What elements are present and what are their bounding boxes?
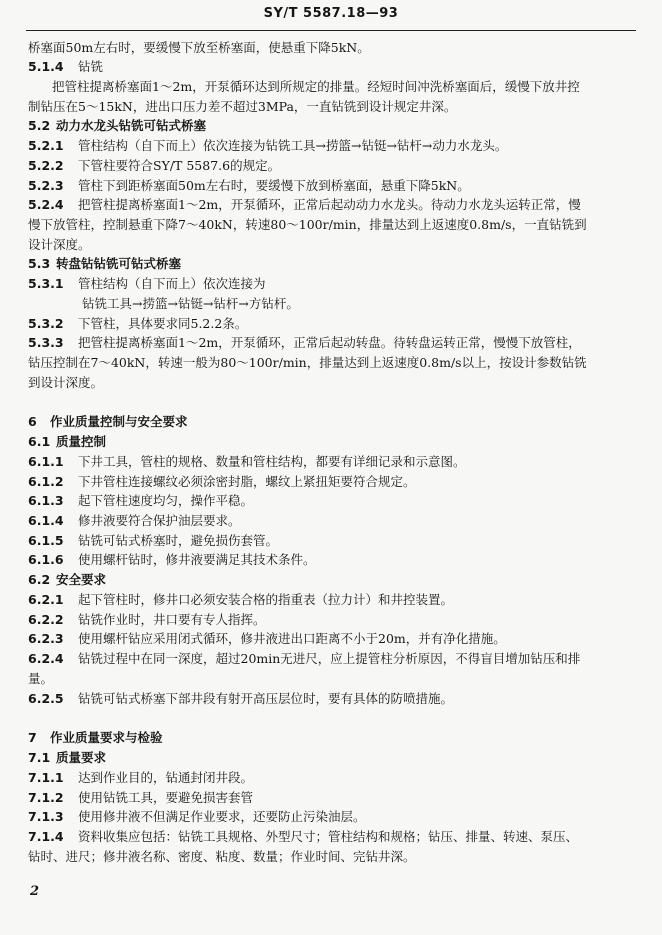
- clause-text: 起下管柱时，修井口必须安装合格的指重表（拉力计）和井控装置。: [78, 592, 454, 607]
- clause-text: 下管柱，具体要求同5.2.2条。: [78, 316, 248, 331]
- clause-text: 钻铣作业时，井口要有专人指挥。: [78, 612, 266, 627]
- clause-number: 5.3.2: [28, 316, 64, 331]
- clause-text: 达到作业目的，钻通封闭井段。: [78, 770, 254, 785]
- clause-number: 5.1.4: [28, 59, 64, 74]
- clause-text: 下井工具，管柱的规格、数量和管柱结构，都要有详细记录和示意图。: [78, 454, 466, 469]
- standard-header: SY/T 5587.18—93: [263, 6, 399, 21]
- clause-text: 钻铣: [78, 59, 104, 74]
- clause-number: 6: [28, 414, 37, 429]
- clause-number: 6.2.5: [28, 691, 64, 706]
- clause-number: 6.1.3: [28, 493, 64, 508]
- clause-text: 起下管柱速度均匀，操作平稳。: [78, 493, 254, 508]
- clause-text: 把管柱提离桥塞面1～2m，开泵循环，正常后起动动力水龙头。待动力水龙头运转正常，慢: [78, 197, 581, 212]
- clause-text: 使用螺杆钻时，修井液要满足其技术条件。: [78, 552, 316, 567]
- clause-text: 钻压控制在7～40kN，转速一般为80～100r/min，排量达到上返速度0.8m/s以上，按设计参数钻铣: [28, 355, 587, 370]
- clause-text: 管柱结构（自下而上）依次连接为: [78, 276, 266, 291]
- clause-text: 把管柱提离桥塞面1～2m，开泵循环达到所规定的排量。经短时间冲洗桥塞面后，缓慢下放井控: [52, 79, 580, 94]
- clause-text: 管柱下到距桥塞面50m左右时，要缓慢下放到桥塞面，悬重下降5kN。: [78, 178, 470, 193]
- clause-number: 6.1.5: [28, 533, 64, 548]
- clause-number: 6.1: [28, 434, 51, 449]
- clause-text: 钻铣过程中在同一深度，超过20min无进尺，应上提管柱分析原因，不得盲目增加钻压和排: [78, 651, 581, 666]
- clause-text: 管柱结构（自下而上）依次连接为钻铣工具→捞篮→钻铤→钻杆→动力水龙头。: [78, 138, 508, 153]
- section-heading: 质量要求: [56, 750, 107, 765]
- clause-text: 钻铣可钻式桥塞下部井段有射开高压层位时，要有具体的防喷措施。: [78, 691, 454, 706]
- clause-number: 7: [28, 730, 37, 745]
- clause-text: 制钻压在5～15kN，进出口压力差不超过3MPa，一直钻铣到设计规定井深。: [28, 99, 457, 114]
- clause-number: 6.2.3: [28, 631, 64, 646]
- section-heading: 作业质量控制与安全要求: [50, 414, 188, 429]
- clause-number: 5.2.3: [28, 178, 64, 193]
- clause-number: 7.1.1: [28, 770, 64, 785]
- clause-text: 钻时、进尺；修井液名称、密度、粘度、数量；作业时间、完钻井深。: [28, 849, 416, 864]
- clause-number: 5.3.1: [28, 276, 64, 291]
- section-heading: 质量控制: [56, 434, 107, 449]
- clause-number: 6.1.4: [28, 513, 64, 528]
- clause-text: 钻铣可钻式桥塞时，避免损伤套管。: [78, 533, 279, 548]
- clause-text: 钻铣工具→捞篮→钻铤→钻杆→方钻杆。: [82, 296, 299, 311]
- clause-number: 6.2.4: [28, 651, 64, 666]
- clause-text: 资料收集应包括：钻铣工具规格、外型尺寸；管柱结构和规格；钻压、排量、转速、泵压、: [78, 829, 579, 844]
- clause-number: 6.1.6: [28, 552, 64, 567]
- clause-number: 6.2: [28, 572, 51, 587]
- section-heading: 动力水龙头钻铣可钻式桥塞: [56, 118, 207, 133]
- clause-number: 5.2.4: [28, 197, 64, 212]
- clause-text: 量。: [28, 671, 54, 686]
- clause-number: 6.2.1: [28, 592, 64, 607]
- clause-number: 6.1.1: [28, 454, 64, 469]
- clause-text: 修井液要符合保护油层要求。: [78, 513, 241, 528]
- clause-number: 7.1: [28, 750, 51, 765]
- clause-number: 5.3: [28, 256, 51, 271]
- clause-number: 6.1.2: [28, 474, 64, 489]
- clause-text: 下管柱要符合SY/T 5587.6的规定。: [78, 158, 281, 173]
- clause-text: 慢下放管柱，控制悬重下降7～40kN，转速80～100r/min，排量达到上返速度0.8m/s，一直钻铣到: [28, 217, 587, 232]
- clause-number: 7.1.2: [28, 790, 64, 805]
- clause-number: 5.2.2: [28, 158, 64, 173]
- section-heading: 转盘钻钻铣可钻式桥塞: [56, 256, 182, 271]
- clause-number: 5.2.1: [28, 138, 64, 153]
- clause-text: 设计深度。: [28, 237, 91, 252]
- clause-number: 5.2: [28, 118, 51, 133]
- header-rule: [26, 30, 636, 31]
- section-heading: 安全要求: [56, 572, 107, 587]
- clause-text: 到设计深度。: [28, 375, 104, 390]
- clause-text: 把管柱提离桥塞面1～2m，开泵循环，正常后起动转盘。待转盘运转正常，慢慢下放管柱，: [78, 335, 581, 350]
- clause-text: 使用螺杆钻应采用闭式循环，修井液进出口距离不小于20m，并有净化措施。: [78, 631, 506, 646]
- clause-text: 使用修井液不但满足作业要求，还要防止污染油层。: [78, 809, 366, 824]
- clause-text: 桥塞面50m左右时，要缓慢下放至桥塞面，使悬重下降5kN。: [28, 40, 370, 55]
- section-heading: 作业质量要求与检验: [50, 730, 163, 745]
- page-number: 2: [30, 884, 40, 899]
- clause-text: 使用钻铣工具，要避免损害套管: [78, 790, 254, 805]
- clause-number: 5.3.3: [28, 335, 64, 350]
- clause-number: 6.2.2: [28, 612, 64, 627]
- clause-text: 下井管柱连接螺纹必须涂密封脂，螺纹上紧扭矩要符合规定。: [78, 474, 416, 489]
- clause-number: 7.1.3: [28, 809, 64, 824]
- clause-number: 7.1.4: [28, 829, 64, 844]
